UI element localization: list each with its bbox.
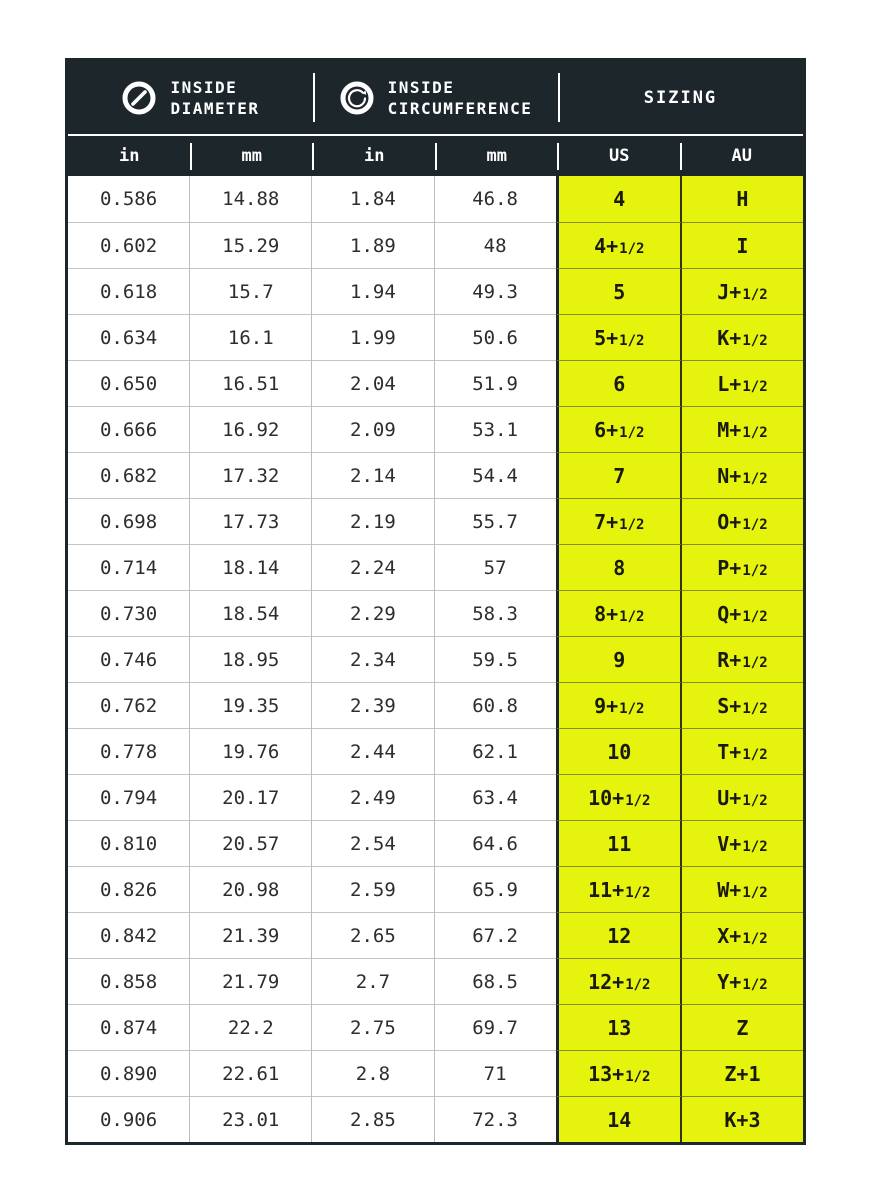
table-row bbox=[68, 406, 803, 452]
cell-circumference-in: 2.04 bbox=[312, 360, 434, 406]
table-row bbox=[68, 176, 803, 222]
cell-circumference-in: 2.75 bbox=[312, 1004, 434, 1050]
table-row bbox=[68, 590, 803, 636]
cell-circumference-mm: 60.8 bbox=[435, 682, 556, 728]
cell-us-size: 7+1/2 bbox=[556, 498, 682, 544]
cell-diameter-in: 0.666 bbox=[68, 406, 190, 452]
cell-circumference-mm: 65.9 bbox=[435, 866, 556, 912]
cell-us-size: 13+1/2 bbox=[556, 1050, 682, 1096]
cell-diameter-in: 0.842 bbox=[68, 912, 190, 958]
cell-us-size: 11 bbox=[556, 820, 682, 866]
cell-diameter-in: 0.698 bbox=[68, 498, 190, 544]
cell-diameter-mm: 17.32 bbox=[190, 452, 312, 498]
cell-au-size: K+1/2 bbox=[682, 314, 803, 360]
cell-us-size: 5 bbox=[556, 268, 682, 314]
cell-us-size: 11+1/2 bbox=[556, 866, 682, 912]
cell-circumference-mm: 68.5 bbox=[435, 958, 556, 1004]
table-row bbox=[68, 1004, 803, 1050]
cell-us-size: 4+1/2 bbox=[556, 222, 682, 268]
column-header-row bbox=[68, 136, 803, 176]
cell-us-size: 9 bbox=[556, 636, 682, 682]
cell-circumference-in: 2.54 bbox=[312, 820, 434, 866]
cell-us-size: 6+1/2 bbox=[556, 406, 682, 452]
table-row bbox=[68, 866, 803, 912]
cell-au-size: P+1/2 bbox=[682, 544, 803, 590]
cell-diameter-mm: 22.61 bbox=[190, 1050, 312, 1096]
header-label-line: CIRCUMFERENCE bbox=[387, 98, 533, 118]
cell-circumference-in: 2.85 bbox=[312, 1096, 434, 1142]
cell-diameter-mm: 15.29 bbox=[190, 222, 312, 268]
cell-circumference-mm: 57 bbox=[435, 544, 556, 590]
cell-us-size: 8 bbox=[556, 544, 682, 590]
table-row bbox=[68, 544, 803, 590]
header-label-line: INSIDE bbox=[387, 77, 455, 97]
cell-au-size: T+1/2 bbox=[682, 728, 803, 774]
cell-us-size: 5+1/2 bbox=[556, 314, 682, 360]
cell-circumference-mm: 58.3 bbox=[435, 590, 556, 636]
cell-us-size: 10+1/2 bbox=[556, 774, 682, 820]
cell-circumference-mm: 64.6 bbox=[435, 820, 556, 866]
cell-circumference-mm: 63.4 bbox=[435, 774, 556, 820]
cell-circumference-mm: 72.3 bbox=[435, 1096, 556, 1142]
table-row bbox=[68, 314, 803, 360]
cell-au-size: X+1/2 bbox=[682, 912, 803, 958]
cell-diameter-mm: 16.92 bbox=[190, 406, 312, 452]
table-body bbox=[68, 176, 803, 1142]
cell-circumference-in: 2.59 bbox=[312, 866, 434, 912]
table-row bbox=[68, 452, 803, 498]
table-header bbox=[68, 61, 803, 176]
cell-circumference-mm: 59.5 bbox=[435, 636, 556, 682]
column-header-diameter-in: in bbox=[68, 136, 191, 176]
cell-au-size: Z bbox=[682, 1004, 803, 1050]
cell-au-size: M+1/2 bbox=[682, 406, 803, 452]
cell-diameter-in: 0.586 bbox=[68, 176, 190, 222]
cell-circumference-in: 2.7 bbox=[312, 958, 434, 1004]
cell-diameter-in: 0.890 bbox=[68, 1050, 190, 1096]
cell-circumference-in: 2.49 bbox=[312, 774, 434, 820]
table-row bbox=[68, 774, 803, 820]
table-row bbox=[68, 820, 803, 866]
cell-us-size: 10 bbox=[556, 728, 682, 774]
cell-circumference-in: 2.19 bbox=[312, 498, 434, 544]
cell-circumference-in: 1.99 bbox=[312, 314, 434, 360]
cell-au-size: V+1/2 bbox=[682, 820, 803, 866]
cell-diameter-mm: 22.2 bbox=[190, 1004, 312, 1050]
cell-circumference-in: 2.24 bbox=[312, 544, 434, 590]
column-header-au: AU bbox=[731, 146, 752, 166]
cell-diameter-in: 0.634 bbox=[68, 314, 190, 360]
cell-us-size: 7 bbox=[556, 452, 682, 498]
circumference-icon bbox=[339, 80, 375, 116]
cell-circumference-in: 1.94 bbox=[312, 268, 434, 314]
cell-circumference-mm: 53.1 bbox=[435, 406, 556, 452]
cell-diameter-mm: 20.57 bbox=[190, 820, 312, 866]
cell-diameter-in: 0.650 bbox=[68, 360, 190, 406]
table-row bbox=[68, 728, 803, 774]
cell-us-size: 12 bbox=[556, 912, 682, 958]
cell-us-size: 4 bbox=[556, 176, 682, 222]
diameter-icon bbox=[121, 80, 157, 116]
cell-diameter-in: 0.906 bbox=[68, 1096, 190, 1142]
cell-au-size: J+1/2 bbox=[682, 268, 803, 314]
cell-us-size: 6 bbox=[556, 360, 682, 406]
cell-circumference-mm: 69.7 bbox=[435, 1004, 556, 1050]
cell-circumference-in: 2.44 bbox=[312, 728, 434, 774]
cell-circumference-mm: 48 bbox=[435, 222, 556, 268]
cell-diameter-in: 0.602 bbox=[68, 222, 190, 268]
header-inside-diameter bbox=[68, 61, 313, 134]
cell-au-size: N+1/2 bbox=[682, 452, 803, 498]
ring-size-chart bbox=[65, 58, 806, 1145]
cell-diameter-in: 0.826 bbox=[68, 866, 190, 912]
header-label-line: INSIDE bbox=[170, 77, 238, 97]
cell-diameter-in: 0.778 bbox=[68, 728, 190, 774]
cell-diameter-mm: 17.73 bbox=[190, 498, 312, 544]
cell-diameter-mm: 23.01 bbox=[190, 1096, 312, 1142]
cell-diameter-in: 0.714 bbox=[68, 544, 190, 590]
cell-circumference-mm: 49.3 bbox=[435, 268, 556, 314]
table-row bbox=[68, 958, 803, 1004]
table-row bbox=[68, 360, 803, 406]
table-row bbox=[68, 682, 803, 728]
table-row bbox=[68, 636, 803, 682]
cell-au-size: Q+1/2 bbox=[682, 590, 803, 636]
cell-diameter-mm: 20.17 bbox=[190, 774, 312, 820]
cell-diameter-in: 0.794 bbox=[68, 774, 190, 820]
cell-au-size: Z+1 bbox=[682, 1050, 803, 1096]
cell-diameter-mm: 18.95 bbox=[190, 636, 312, 682]
cell-us-size: 8+1/2 bbox=[556, 590, 682, 636]
header-separator bbox=[558, 73, 560, 122]
column-header-circumference-in: in bbox=[313, 136, 436, 176]
cell-au-size: R+1/2 bbox=[682, 636, 803, 682]
header-label-circumference bbox=[388, 77, 533, 119]
cell-circumference-in: 2.09 bbox=[312, 406, 434, 452]
cell-diameter-in: 0.682 bbox=[68, 452, 190, 498]
cell-circumference-in: 2.14 bbox=[312, 452, 434, 498]
header-sizing bbox=[558, 61, 803, 134]
cell-au-size: L+1/2 bbox=[682, 360, 803, 406]
cell-circumference-mm: 67.2 bbox=[435, 912, 556, 958]
cell-diameter-mm: 15.7 bbox=[190, 268, 312, 314]
cell-diameter-in: 0.746 bbox=[68, 636, 190, 682]
table-row bbox=[68, 222, 803, 268]
cell-circumference-mm: 46.8 bbox=[435, 176, 556, 222]
cell-us-size: 14 bbox=[556, 1096, 682, 1142]
cell-diameter-in: 0.762 bbox=[68, 682, 190, 728]
cell-diameter-in: 0.618 bbox=[68, 268, 190, 314]
cell-diameter-mm: 21.79 bbox=[190, 958, 312, 1004]
header-label-diameter bbox=[170, 77, 259, 119]
cell-au-size: K+3 bbox=[682, 1096, 803, 1142]
cell-diameter-mm: 18.14 bbox=[190, 544, 312, 590]
table-row bbox=[68, 498, 803, 544]
cell-diameter-in: 0.730 bbox=[68, 590, 190, 636]
header-label-sizing: SIZING bbox=[643, 87, 718, 108]
cell-au-size: Y+1/2 bbox=[682, 958, 803, 1004]
cell-circumference-in: 2.39 bbox=[312, 682, 434, 728]
cell-au-size: S+1/2 bbox=[682, 682, 803, 728]
table-row bbox=[68, 912, 803, 958]
cell-diameter-mm: 16.1 bbox=[190, 314, 312, 360]
cell-circumference-mm: 54.4 bbox=[435, 452, 556, 498]
cell-au-size: O+1/2 bbox=[682, 498, 803, 544]
column-header-circumference-mm: mm bbox=[436, 136, 559, 176]
cell-au-size: H bbox=[682, 176, 803, 222]
cell-us-size: 9+1/2 bbox=[556, 682, 682, 728]
header-label-line: DIAMETER bbox=[170, 98, 260, 118]
cell-circumference-mm: 62.1 bbox=[435, 728, 556, 774]
header-group-row bbox=[68, 61, 803, 134]
cell-diameter-in: 0.810 bbox=[68, 820, 190, 866]
cell-circumference-mm: 55.7 bbox=[435, 498, 556, 544]
table-row bbox=[68, 1096, 803, 1142]
cell-circumference-in: 2.29 bbox=[312, 590, 434, 636]
cell-circumference-in: 1.84 bbox=[312, 176, 434, 222]
cell-circumference-mm: 71 bbox=[435, 1050, 556, 1096]
cell-diameter-mm: 18.54 bbox=[190, 590, 312, 636]
cell-diameter-mm: 20.98 bbox=[190, 866, 312, 912]
cell-diameter-mm: 16.51 bbox=[190, 360, 312, 406]
cell-us-size: 13 bbox=[556, 1004, 682, 1050]
cell-diameter-mm: 14.88 bbox=[190, 176, 312, 222]
column-header-us: US bbox=[558, 136, 681, 176]
header-separator bbox=[313, 73, 315, 122]
cell-circumference-mm: 51.9 bbox=[435, 360, 556, 406]
table-row bbox=[68, 1050, 803, 1096]
cell-circumference-in: 2.34 bbox=[312, 636, 434, 682]
cell-us-size: 12+1/2 bbox=[556, 958, 682, 1004]
header-inside-circumference bbox=[313, 61, 558, 134]
cell-au-size: W+1/2 bbox=[682, 866, 803, 912]
column-header-diameter-mm: mm bbox=[191, 136, 314, 176]
cell-au-size: U+1/2 bbox=[682, 774, 803, 820]
cell-diameter-mm: 19.76 bbox=[190, 728, 312, 774]
cell-diameter-mm: 21.39 bbox=[190, 912, 312, 958]
cell-au-size: I bbox=[682, 222, 803, 268]
cell-circumference-mm: 50.6 bbox=[435, 314, 556, 360]
cell-diameter-in: 0.858 bbox=[68, 958, 190, 1004]
table-row bbox=[68, 268, 803, 314]
cell-circumference-in: 2.65 bbox=[312, 912, 434, 958]
cell-circumference-in: 2.8 bbox=[312, 1050, 434, 1096]
cell-diameter-mm: 19.35 bbox=[190, 682, 312, 728]
cell-diameter-in: 0.874 bbox=[68, 1004, 190, 1050]
cell-circumference-in: 1.89 bbox=[312, 222, 434, 268]
